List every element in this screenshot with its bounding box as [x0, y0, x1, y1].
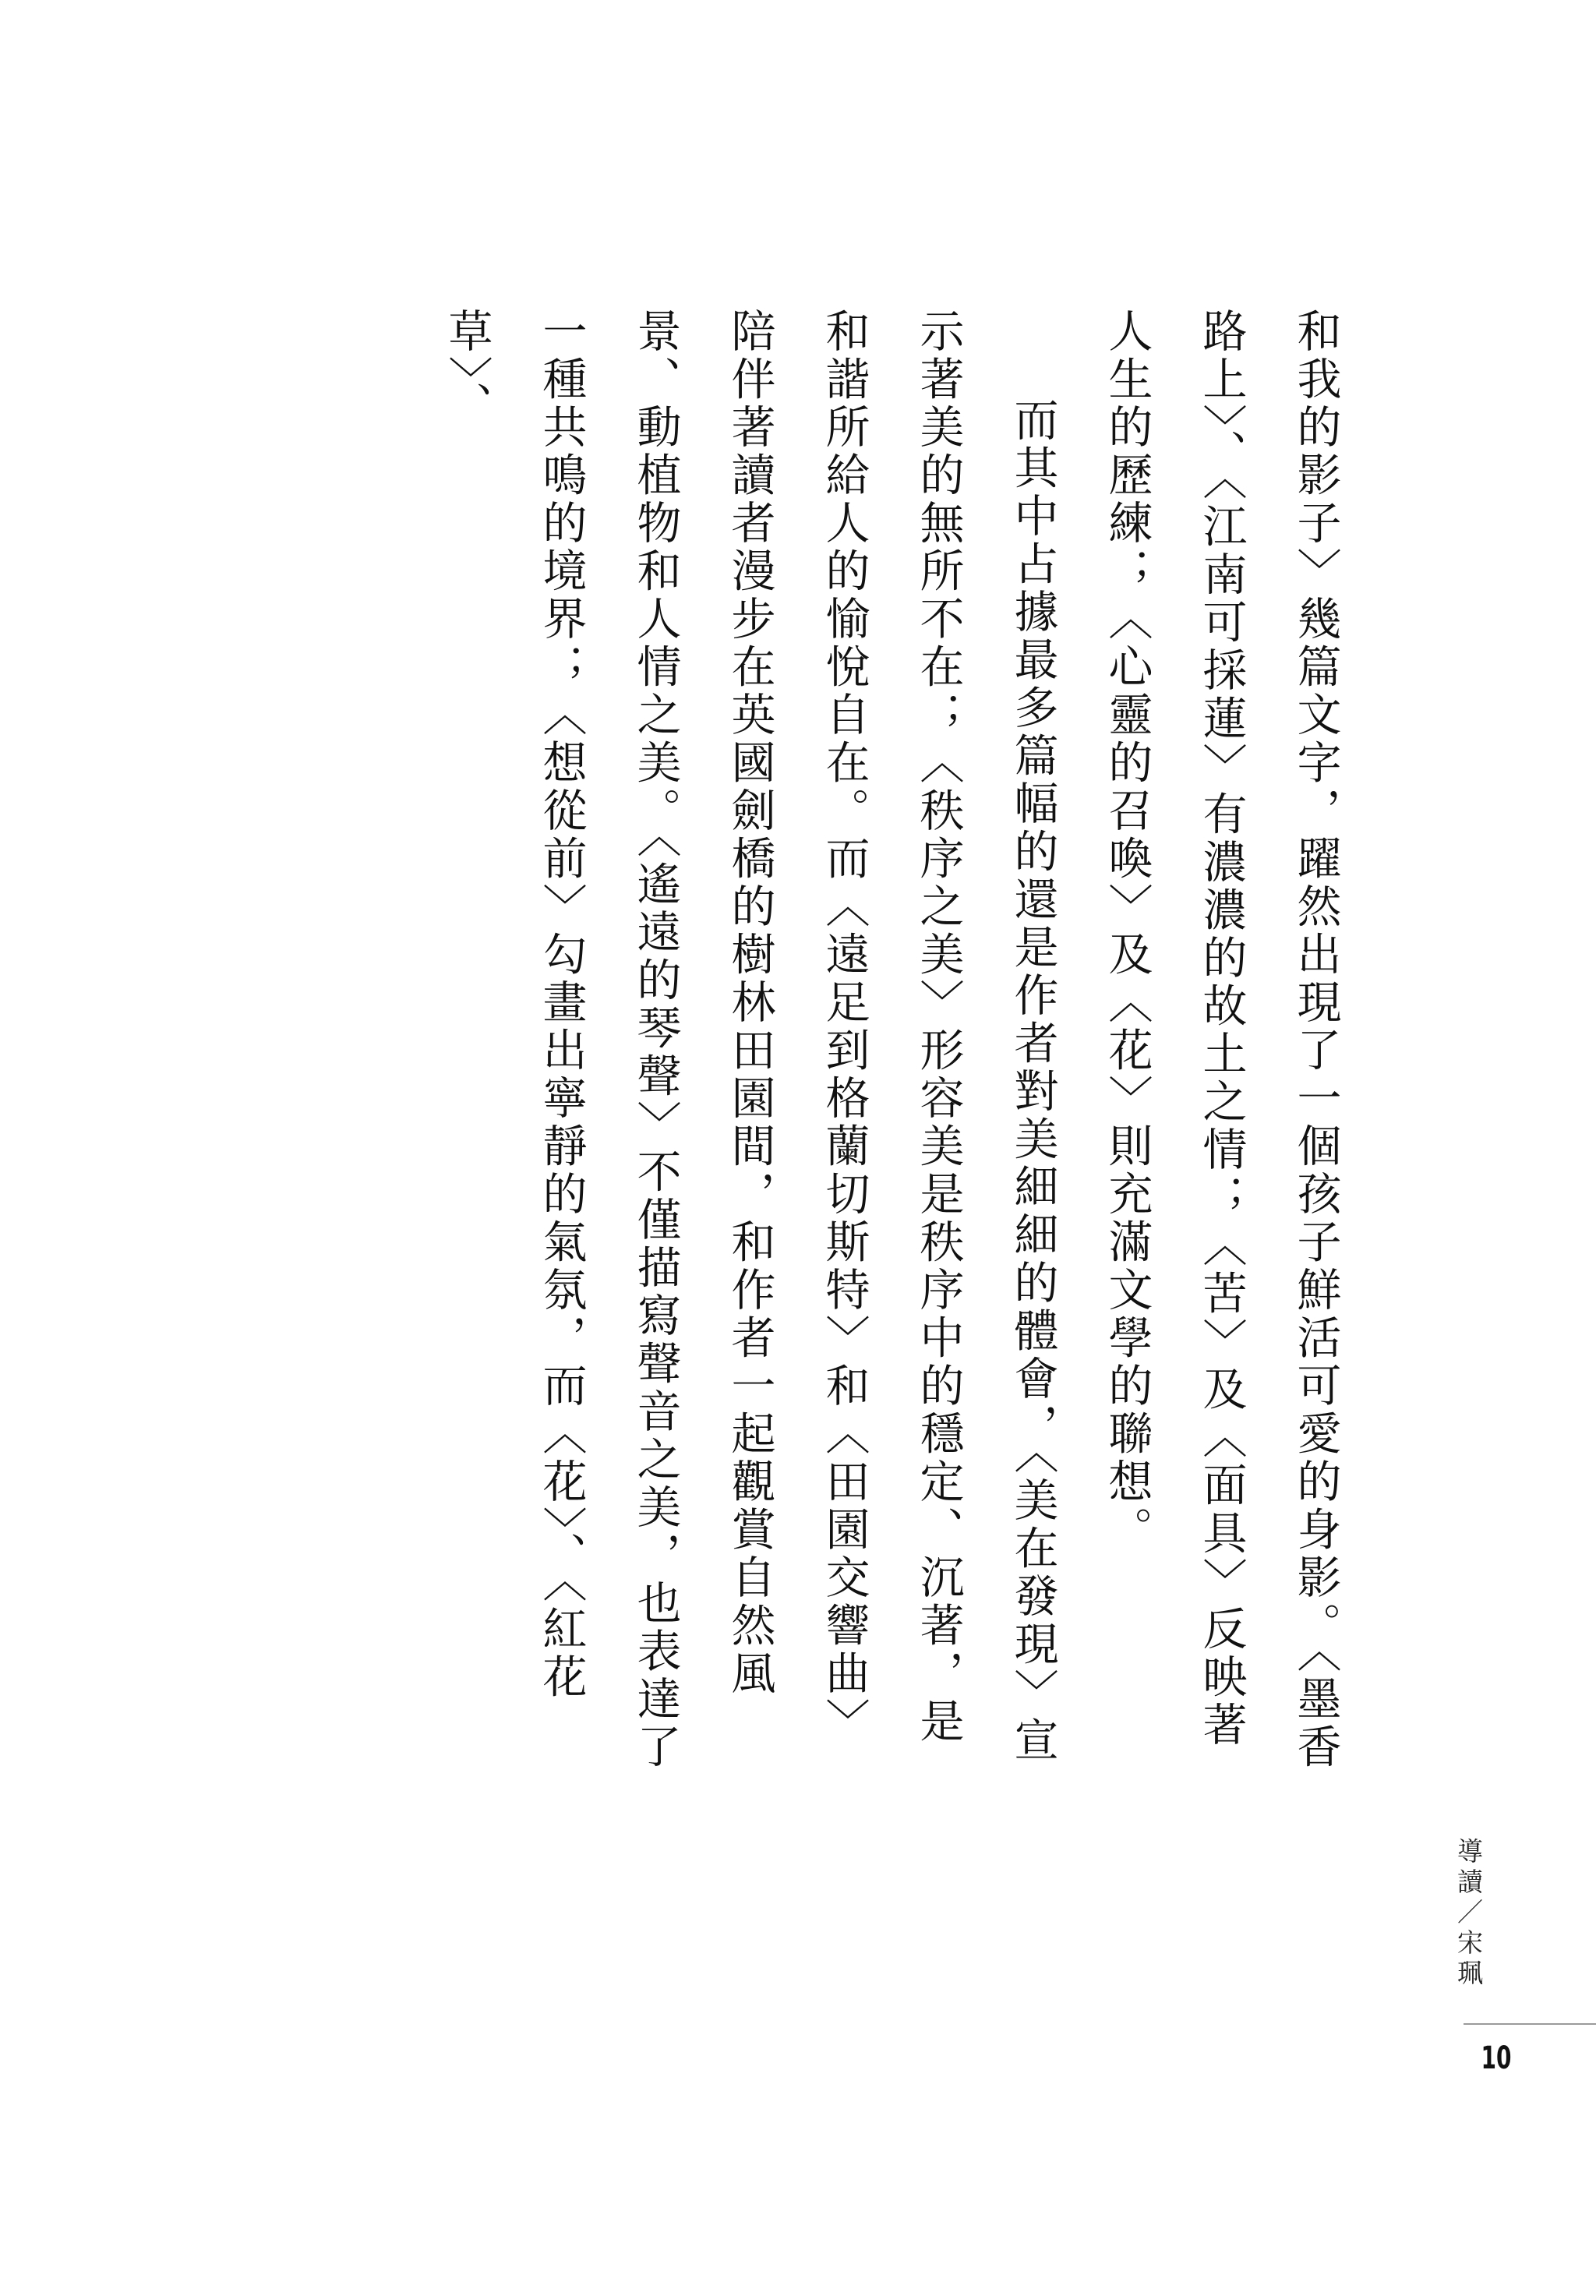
page-number: 10	[1481, 2040, 1512, 2076]
paragraph-2: 而其中占據最多篇幅的還是作者對美細細的體會，〈美在發現〉宣示著美的無所不在；〈秩序之美〉形容美是秩序中的穩定、沉著，是和諧所給人的愉悅自在。而〈遠足到格蘭切斯特〉和〈田園交響曲〉陪伴著讀者漫步在英國劍橋的樹林田園間，和作者一起觀賞自然風景、動植物和人情之美。〈遙遠的琴聲〉不僅描寫聲音之美，也表達了一種共鳴的境界；〈想從前〉勾畫出寧靜的氣氛，而〈花〉、〈紅花草〉、	[441, 308, 1058, 1771]
running-head: 導讀／宋珮	[1453, 1838, 1484, 1990]
folio-divider	[1464, 2023, 1596, 2025]
paragraph-1: 和我的影子〉幾篇文字，躍然出現了一個孩子鮮活可愛的身影。〈墨香路上〉、〈江南可採蓮〉有濃濃的故土之情；〈苦〉及〈面具〉反映著人生的歷練；〈心靈的召喚〉及〈花〉則充滿文學的聯想。	[1101, 308, 1341, 1771]
body-text	[419, 308, 1362, 1789]
